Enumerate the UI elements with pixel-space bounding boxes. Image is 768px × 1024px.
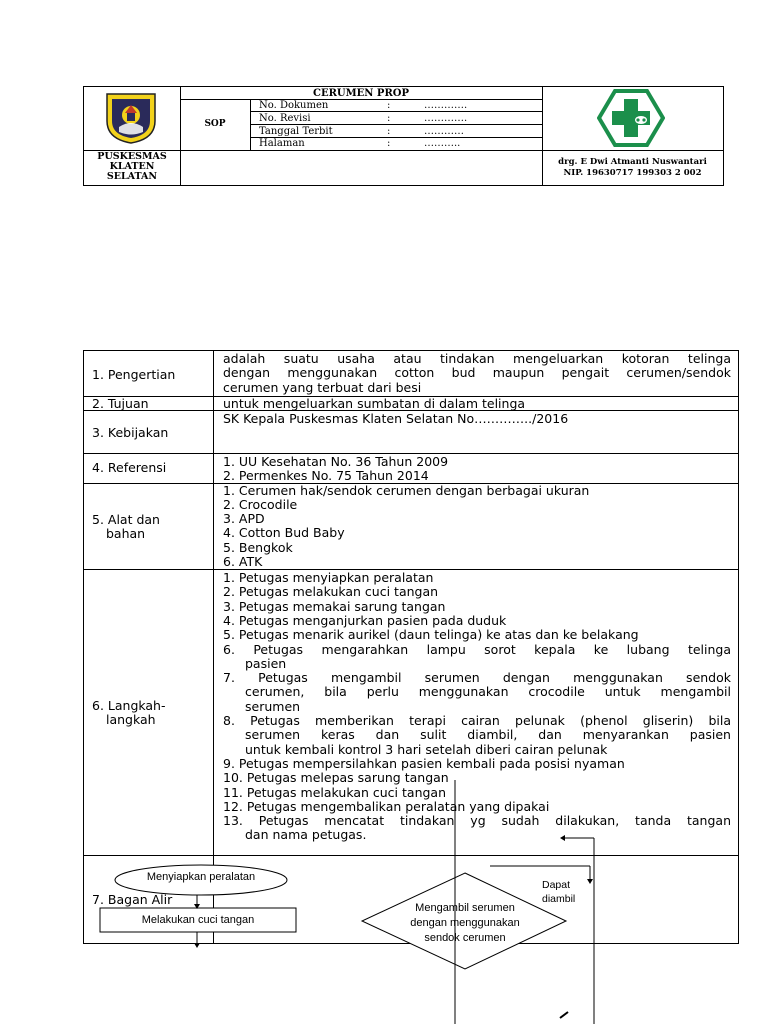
referensi-item: 2. Permenkes No. 75 Tahun 2014 — [223, 468, 429, 483]
langkah-line: 7. Petugas mengambil serumen dengan menggunakan sendok — [223, 671, 731, 686]
field-value-no-dokumen: …………. — [424, 100, 468, 111]
flow-decision-line3: sendok cerumen — [424, 932, 506, 944]
field-label-tanggal-terbit: Tanggal Terbit — [259, 126, 333, 137]
alat-item: 6. ATK — [223, 554, 263, 569]
langkah-line: 3. Petugas memakai sarung tangan — [223, 598, 446, 614]
field-value-tanggal-terbit: ………… — [424, 126, 464, 137]
org-name-line2: KLATEN — [109, 161, 155, 172]
org-name-line3: SELATAN — [106, 171, 158, 182]
langkah-line: 4. Petugas menganjurkan pasien pada duduk — [223, 612, 507, 628]
label-pengertian: 1. Pengertian — [92, 367, 176, 382]
alat-item: 2. Crocodile — [223, 497, 298, 512]
field-sep: : — [387, 113, 391, 124]
alat-item: 1. Cerumen hak/sendok cerumen dengan berbagai ukuran — [223, 483, 590, 498]
label-tujuan: 2. Tujuan — [92, 396, 149, 411]
label-referensi: 4. Referensi — [92, 460, 167, 475]
pengertian-line: adalah suatu usaha atau tindakan mengeluarkan kotoran telinga — [223, 352, 731, 366]
field-sep: : — [387, 138, 391, 149]
label-bagan-alir: 7. Bagan Alir — [92, 892, 173, 907]
signer-nip: NIP. 19630717 199303 2 002 — [563, 168, 702, 178]
field-sep: : — [387, 100, 391, 111]
signer-name: drg. E Dwi Atmanti Nuswantari — [558, 157, 707, 167]
flow-decision-line2: dengan menggunakan — [410, 917, 520, 929]
alat-item: 5. Bengkok — [223, 540, 293, 555]
alat-item: 3. APD — [223, 511, 265, 526]
langkah-line: 6. Petugas mengarahkan lampu sorot kepala ke lubang telinga — [223, 642, 731, 657]
sop-label: SOP — [204, 119, 226, 129]
field-label-halaman: Halaman — [259, 138, 305, 149]
field-label-no-revisi: No. Revisi — [259, 113, 311, 124]
pengertian-line: cerumen yang terbuat dari besi — [223, 380, 422, 395]
field-value-halaman: ……….. — [424, 138, 461, 149]
org-name-line1: PUSKESMAS — [97, 151, 167, 162]
langkah-line: cerumen, bila perlu menggunakan crocodile untuk mengambil — [245, 685, 731, 700]
langkah-line: 12. Petugas mengembalikan peralatan yang dipakai — [223, 798, 550, 814]
langkah-line: 8. Petugas memberikan terapi cairan pelunak (phenol gliserin) bila — [223, 714, 731, 728]
flow-start-node: Menyiapkan peralatan — [146, 871, 256, 883]
document-title: CERUMEN PROP — [313, 88, 409, 99]
langkah-line: 2. Petugas melakukan cuci tangan — [223, 584, 439, 600]
label-langkah: 6. Langkah- — [92, 698, 166, 713]
langkah-line: 10. Petugas melepas sarung tangan — [223, 770, 449, 786]
flow-dapat-label: Dapat — [542, 879, 571, 891]
flow-decision-line1: Mengambil serumen — [415, 902, 515, 914]
tujuan-text: untuk mengeluarkan sumbatan di dalam telinga — [223, 396, 526, 411]
langkah-line: pasien — [245, 655, 287, 671]
field-value-no-revisi: …………. — [424, 113, 468, 124]
label-kebijakan: 3. Kebijakan — [92, 425, 169, 440]
langkah-line: serumen — [245, 698, 301, 714]
langkah-line: 11. Petugas melakukan cuci tangan — [223, 784, 447, 800]
pengertian-line: dengan menggunakan cotton bud maupun pengait cerumen/sendok — [223, 366, 731, 380]
label-langkah-2: langkah — [106, 712, 156, 727]
langkah-line: 9. Petugas mempersilahkan pasien kembali pada posisi nyaman — [223, 755, 625, 771]
kebijakan-text: SK Kepala Puskesmas Klaten Selatan No…………../2016 — [223, 411, 569, 426]
flow-diambil-label: diambil — [542, 893, 576, 905]
label-alat: 5. Alat dan — [92, 512, 160, 527]
langkah-line: dan nama petugas. — [245, 827, 367, 843]
flow-wash-node: Melakukan cuci tangan — [141, 914, 255, 926]
alat-item: 4. Cotton Bud Baby — [223, 525, 345, 540]
langkah-line: 13. Petugas mencatat tindakan yg sudah dilakukan, tanda tangan — [223, 814, 731, 829]
field-sep: : — [387, 126, 391, 137]
referensi-item: 1. UU Kesehatan No. 36 Tahun 2009 — [223, 454, 449, 469]
field-label-no-dokumen: No. Dokumen — [259, 100, 329, 111]
langkah-line: untuk kembali kontrol 3 hari setelah diberi cairan pelunak — [245, 741, 608, 757]
label-bahan: bahan — [106, 526, 146, 541]
langkah-line: serumen keras dan sulit diambil, dan menyarankan pasien — [245, 728, 731, 743]
langkah-line: 1. Petugas menyiapkan peralatan — [223, 570, 434, 585]
langkah-line: 5. Petugas menarik aurikel (daun telinga) ke atas dan ke belakang — [223, 627, 639, 643]
